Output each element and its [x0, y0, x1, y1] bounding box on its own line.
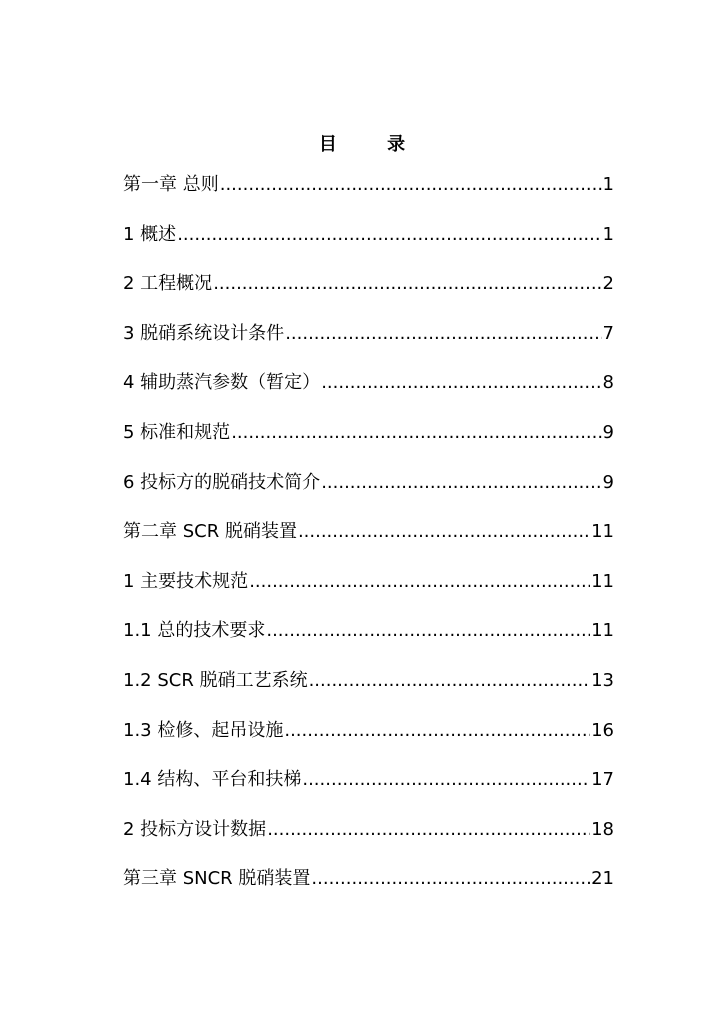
dot-leader: [249, 569, 590, 595]
dot-leader: [311, 866, 590, 892]
toc-entry-text: 第一章 总则: [123, 174, 219, 195]
toc-entry[interactable]: [123, 172, 614, 222]
toc-entry-page: 11: [591, 521, 614, 543]
dot-leader: [231, 420, 601, 446]
dot-leader: [285, 321, 601, 347]
toc-entry-page: 2: [602, 273, 614, 295]
dot-leader: [267, 817, 590, 843]
toc-entry-text: 第三章 SNCR 脱硝装置: [123, 868, 311, 890]
toc-entry-text: 1 主要技术规范: [123, 570, 249, 592]
dot-leader: [321, 470, 601, 496]
toc-entry-text: 6 投标方的脱硝技术简介: [123, 471, 321, 493]
toc-entry-text: 2 投标方设计数据: [123, 818, 267, 840]
toc-entry-page: 11: [591, 570, 614, 592]
dot-leader: [177, 222, 601, 248]
toc-entry[interactable]: [123, 718, 614, 768]
toc-entry-text: 2 工程概况: [123, 273, 213, 295]
toc-entry[interactable]: [123, 569, 614, 619]
toc-entry-page: 18: [591, 818, 614, 840]
toc-entry-text: 1.1 总的技术要求: [123, 620, 266, 642]
toc-entry[interactable]: [123, 420, 614, 470]
toc-entry-text: 1.3 检修、起吊设施: [123, 719, 284, 741]
toc-entry[interactable]: [123, 271, 614, 321]
toc-entry[interactable]: [123, 470, 614, 520]
toc-entry-text: 1.4 结构、平台和扶梯: [123, 769, 302, 791]
toc-entry-page: 16: [591, 719, 614, 741]
toc-entry-page: 9: [602, 421, 614, 443]
toc-entry-page: 1: [602, 223, 614, 245]
toc-entry-text: 5 标准和规范: [123, 421, 231, 443]
dot-leader: [298, 519, 590, 545]
dot-leader: [309, 668, 591, 694]
toc-entry[interactable]: [123, 618, 614, 668]
dot-leader: [321, 370, 601, 396]
toc-entry-page: 1: [602, 174, 614, 195]
toc-entry-page: 7: [602, 322, 614, 344]
toc-entry[interactable]: [123, 817, 614, 867]
toc-entry-text: 3 脱硝系统设计条件: [123, 322, 285, 344]
dot-leader: [302, 767, 590, 793]
dot-leader: [220, 172, 602, 198]
toc-entry[interactable]: [123, 668, 614, 718]
toc-entry[interactable]: [123, 321, 614, 371]
toc-entry-page: 21: [591, 868, 614, 890]
toc-entry[interactable]: [123, 866, 614, 916]
dot-leader: [284, 718, 590, 744]
toc-entry-text: 第二章 SCR 脱硝装置: [123, 521, 297, 543]
toc-entry-text: 4 辅助蒸汽参数（暂定）: [123, 372, 321, 394]
toc-entry[interactable]: [123, 370, 614, 420]
toc-entry-page: 8: [602, 372, 614, 394]
toc-entry-page: 11: [591, 620, 614, 642]
dot-leader: [266, 618, 590, 644]
dot-leader: [213, 271, 601, 297]
toc-title: 目 录: [318, 134, 428, 155]
toc-entry-text: 1.2 SCR 脱硝工艺系统: [123, 669, 308, 691]
toc-entry-page: 17: [591, 769, 614, 791]
toc-entry[interactable]: [123, 519, 614, 569]
toc-entry-text: 1 概述: [123, 223, 177, 245]
toc-entry-page: 13: [591, 669, 614, 691]
toc-entry-page: 9: [602, 471, 614, 493]
toc-entry[interactable]: [123, 767, 614, 817]
toc-list: [123, 172, 614, 916]
toc-entry[interactable]: [123, 222, 614, 272]
